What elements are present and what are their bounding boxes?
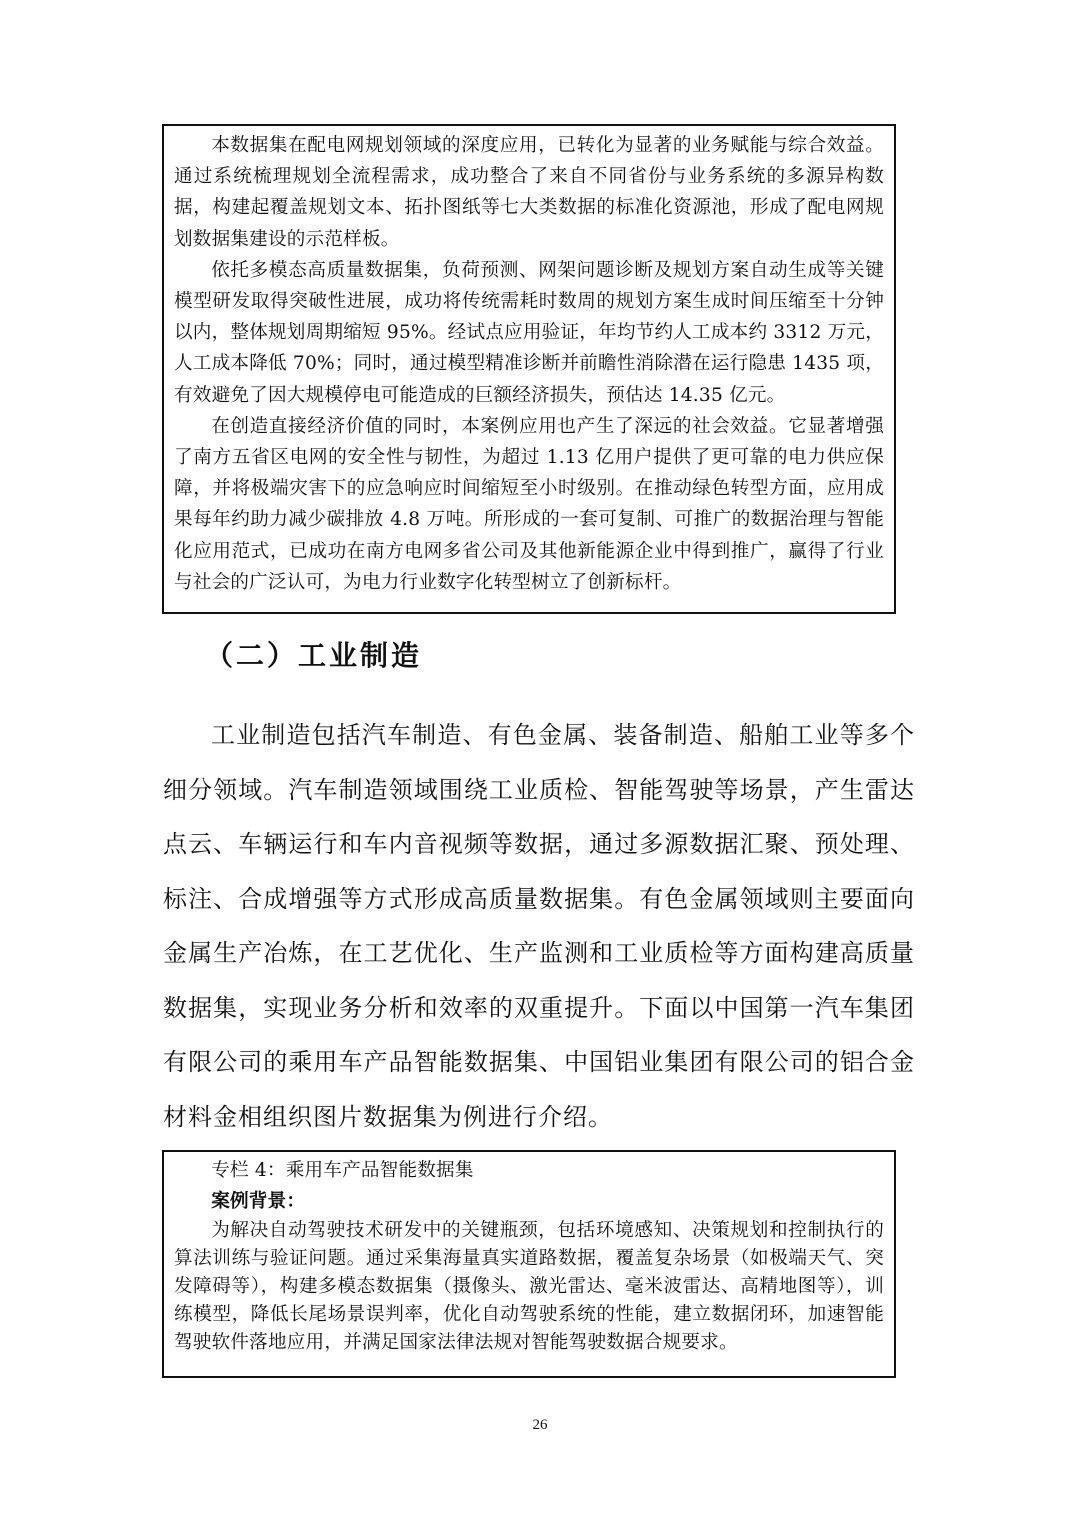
page-number: 26: [532, 1417, 548, 1433]
case-background-heading: 案例背景：: [211, 1191, 306, 1213]
box-paragraph: 为解决自动驾驶技术研发中的关键瓶颈，包括环境感知、决策规划和控制执行的算法训练与验证问题。通过采集海量真实道路数据，覆盖复杂场景（如极端天气、突发障碍等），构建多模态数据集（摄像头、激光雷达、毫米波雷达、高精地图等），训练模型，降低长尾场景误判率，优化自动驾驶系统的性能，建立数据闭环，加速智能驾驶软件落地应用，并满足国家法律法规对智能驾驶数据合规要求。: [174, 1220, 884, 1354]
case-study-box-continued: [162, 124, 896, 614]
box-paragraph: 依托多模态高质量数据集，负荷预测、网架问题诊断及规划方案自动生成等关键模型研发取得突破性进展，成功将传统需耗时数周的规划方案生成时间压缩至十分钟以内，整体规划周期缩短 95%。经试点应用验证，年均节约人工成本约 3312 万元，人工成本降低 70%；同时，通过模型精准诊断并前瞻性消除潜在运行隐患 1435 项，有效避免了因大规模停电可能造成的巨额经济损失，预估达 14.35 亿元。: [174, 259, 884, 406]
column-box: [162, 1150, 896, 1378]
box-paragraph: 在创造直接经济价值的同时，本案例应用也产生了深远的社会效益。它显著增强了南方五省区电网的安全性与韧性，为超过 1.13 亿用户提供了更可靠的电力供应保障，并将极端灾害下的应急响应时间缩短至小时级别。在推动绿色转型方面，应用成果每年约助力减少碳排放 4.8 万吨。所形成的一套可复制、可推广的数据治理与智能化应用范式，已成功在南方电网多省公司及其他新能源企业中得到推广，赢得了行业与社会的广泛认可，为电力行业数字化转型树立了创新标杆。: [174, 415, 884, 593]
column-title: 专栏 4：乘用车产品智能数据集: [211, 1160, 474, 1181]
body-paragraph: 工业制造包括汽车制造、有色金属、装备制造、船舶工业等多个细分领域。汽车制造领域围绕工业质检、智能驾驶等场景，产生雷达点云、车辆运行和车内音视频等数据，通过多源数据汇聚、预处理、标注、合成增强等方式形成高质量数据集。有色金属领域则主要面向金属生产冶炼，在工艺优化、生产监测和工业质检等方面构建高质量数据集，实现业务分析和效率的双重提升。下面以中国第一汽车集团有限公司的乘用车产品智能数据集、中国铝业集团有限公司的铝合金材料金相组织图片数据集为例进行介绍。: [163, 721, 915, 1131]
section-heading: （二）工业制造: [205, 639, 423, 672]
box-paragraph: 本数据集在配电网规划领域的深度应用，已转化为显著的业务赋能与综合效益。通过系统梳理规划全流程需求，成功整合了来自不同省份与业务系统的多源异构数据，构建起覆盖规划文本、拓扑图纸等七大类数据的标准化资源池，形成了配电网规划数据集建设的示范样板。: [174, 135, 884, 250]
